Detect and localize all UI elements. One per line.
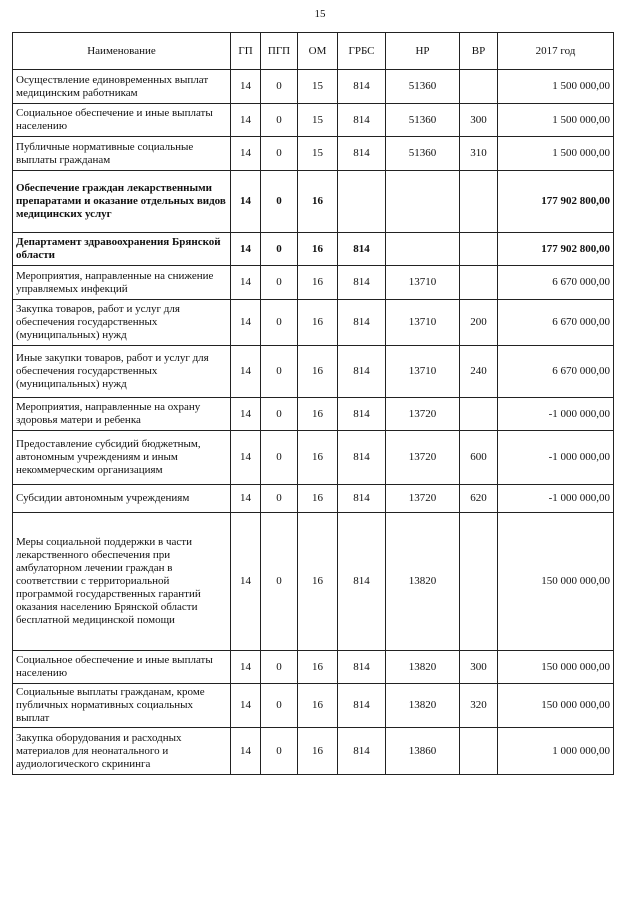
cell-grbs: 814 [338,346,386,398]
cell-amount: 150 000 000,00 [498,651,614,684]
cell-grbs: 814 [338,513,386,651]
header-gp: ГП [231,33,261,70]
cell-nr: 13720 [386,485,460,513]
cell-gp: 14 [231,485,261,513]
cell-vr [460,70,498,104]
cell-ppgp: 0 [261,431,298,485]
cell-om: 16 [298,485,338,513]
header-nr: НР [386,33,460,70]
cell-name: Мероприятия, направленные на охрану здоровья матери и ребенка [13,398,231,431]
cell-name: Социальные выплаты гражданам, кроме публичных нормативных социальных выплат [13,684,231,728]
cell-ppgp: 0 [261,266,298,300]
cell-nr [386,171,460,233]
cell-vr: 300 [460,651,498,684]
cell-nr: 13710 [386,346,460,398]
cell-nr: 51360 [386,104,460,137]
cell-ppgp: 0 [261,70,298,104]
cell-gp: 14 [231,684,261,728]
cell-om: 16 [298,233,338,266]
cell-vr: 620 [460,485,498,513]
cell-ppgp: 0 [261,300,298,346]
cell-gp: 14 [231,266,261,300]
table-row [13,485,614,513]
cell-name: Закупка оборудования и расходных материалов для неонатального и аудиологического скрининга [13,728,231,775]
table-row [13,104,614,137]
cell-name: Субсидии автономным учреждениям [13,485,231,513]
cell-nr: 13820 [386,513,460,651]
cell-ppgp: 0 [261,651,298,684]
table-row [13,398,614,431]
cell-amount: 1 000 000,00 [498,728,614,775]
cell-nr: 51360 [386,137,460,171]
cell-amount: 6 670 000,00 [498,266,614,300]
cell-amount: 150 000 000,00 [498,684,614,728]
cell-gp: 14 [231,171,261,233]
cell-grbs: 814 [338,233,386,266]
cell-om: 16 [298,266,338,300]
cell-nr: 13710 [386,266,460,300]
table-row [13,300,614,346]
cell-amount: 1 500 000,00 [498,104,614,137]
cell-gp: 14 [231,398,261,431]
cell-vr [460,266,498,300]
cell-grbs [338,171,386,233]
cell-gp: 14 [231,651,261,684]
page-number: 15 [314,8,326,20]
cell-grbs: 814 [338,651,386,684]
cell-ppgp: 0 [261,485,298,513]
table-row [13,266,614,300]
cell-vr: 320 [460,684,498,728]
cell-vr: 310 [460,137,498,171]
table-row [13,171,614,233]
cell-grbs: 814 [338,104,386,137]
table-row [13,513,614,651]
cell-grbs: 814 [338,137,386,171]
header-vr: ВР [460,33,498,70]
cell-name: Иные закупки товаров, работ и услуг для обеспечения государственных (муниципальных) нужд [13,346,231,398]
cell-name: Меры социальной поддержки в части лекарственного обеспечения при амбулаторном лечении граждан в соответствии с территориальной программой государственных гарантий оказания населению Брянской области бесплатной медицинской помощи [13,513,231,651]
cell-gp: 14 [231,300,261,346]
cell-om: 16 [298,431,338,485]
cell-gp: 14 [231,431,261,485]
header-grbs: ГРБС [338,33,386,70]
cell-om: 16 [298,398,338,431]
cell-vr [460,398,498,431]
cell-amount: -1 000 000,00 [498,485,614,513]
table-row [13,346,614,398]
table-row [13,651,614,684]
table-row [13,728,614,775]
cell-ppgp: 0 [261,684,298,728]
cell-gp: 14 [231,233,261,266]
cell-amount: 177 902 800,00 [498,171,614,233]
table-row [13,70,614,104]
cell-nr: 13710 [386,300,460,346]
cell-amount: -1 000 000,00 [498,431,614,485]
header-name: Наименование [13,33,231,70]
table-row [13,431,614,485]
cell-name: Департамент здравоохранения Брянской области [13,233,231,266]
header-year: 2017 год [498,33,614,70]
cell-ppgp: 0 [261,171,298,233]
cell-amount: 1 500 000,00 [498,70,614,104]
cell-amount: 6 670 000,00 [498,300,614,346]
cell-om: 16 [298,684,338,728]
cell-nr: 51360 [386,70,460,104]
cell-vr [460,513,498,651]
cell-nr: 13860 [386,728,460,775]
cell-name: Социальное обеспечение и иные выплаты населению [13,104,231,137]
cell-vr [460,233,498,266]
cell-gp: 14 [231,70,261,104]
cell-name: Публичные нормативные социальные выплаты гражданам [13,137,231,171]
cell-name: Закупка товаров, работ и услуг для обеспечения государственных (муниципальных) нужд [13,300,231,346]
cell-ppgp: 0 [261,513,298,651]
table-header-row [13,33,614,70]
cell-vr: 300 [460,104,498,137]
cell-amount: 6 670 000,00 [498,346,614,398]
cell-amount: 150 000 000,00 [498,513,614,651]
cell-gp: 14 [231,346,261,398]
cell-amount: 1 500 000,00 [498,137,614,171]
cell-grbs: 814 [338,300,386,346]
cell-om: 16 [298,171,338,233]
cell-ppgp: 0 [261,137,298,171]
cell-gp: 14 [231,104,261,137]
cell-amount: 177 902 800,00 [498,233,614,266]
cell-nr [386,233,460,266]
cell-nr: 13720 [386,398,460,431]
cell-gp: 14 [231,137,261,171]
header-ppgp: ПГП [261,33,298,70]
cell-vr: 600 [460,431,498,485]
cell-om: 15 [298,137,338,171]
cell-nr: 13820 [386,684,460,728]
cell-grbs: 814 [338,70,386,104]
cell-ppgp: 0 [261,346,298,398]
cell-name: Предоставление субсидий бюджетным, автономным учреждениям и иным некоммерческим организациям [13,431,231,485]
cell-grbs: 814 [338,684,386,728]
cell-gp: 14 [231,728,261,775]
cell-name: Обеспечение граждан лекарственными препаратами и оказание отдельных видов медицинских услуг [13,171,231,233]
cell-om: 16 [298,651,338,684]
cell-vr [460,171,498,233]
cell-om: 15 [298,70,338,104]
cell-om: 16 [298,300,338,346]
cell-amount: -1 000 000,00 [498,398,614,431]
cell-om: 16 [298,513,338,651]
cell-ppgp: 0 [261,104,298,137]
cell-grbs: 814 [338,431,386,485]
cell-nr: 13820 [386,651,460,684]
cell-name: Мероприятия, направленные на снижение управляемых инфекций [13,266,231,300]
cell-vr: 240 [460,346,498,398]
cell-name: Социальное обеспечение и иные выплаты населению [13,651,231,684]
cell-grbs: 814 [338,728,386,775]
cell-nr: 13720 [386,431,460,485]
cell-name: Осуществление единовременных выплат медицинским работникам [13,70,231,104]
cell-ppgp: 0 [261,728,298,775]
header-om: ОМ [298,33,338,70]
cell-om: 16 [298,728,338,775]
cell-vr: 200 [460,300,498,346]
cell-om: 16 [298,346,338,398]
table-row [13,137,614,171]
cell-ppgp: 0 [261,398,298,431]
cell-grbs: 814 [338,266,386,300]
cell-vr [460,728,498,775]
budget-table [12,32,614,775]
table-row [13,684,614,728]
cell-gp: 14 [231,513,261,651]
cell-grbs: 814 [338,398,386,431]
table-row [13,233,614,266]
cell-om: 15 [298,104,338,137]
cell-grbs: 814 [338,485,386,513]
cell-ppgp: 0 [261,233,298,266]
